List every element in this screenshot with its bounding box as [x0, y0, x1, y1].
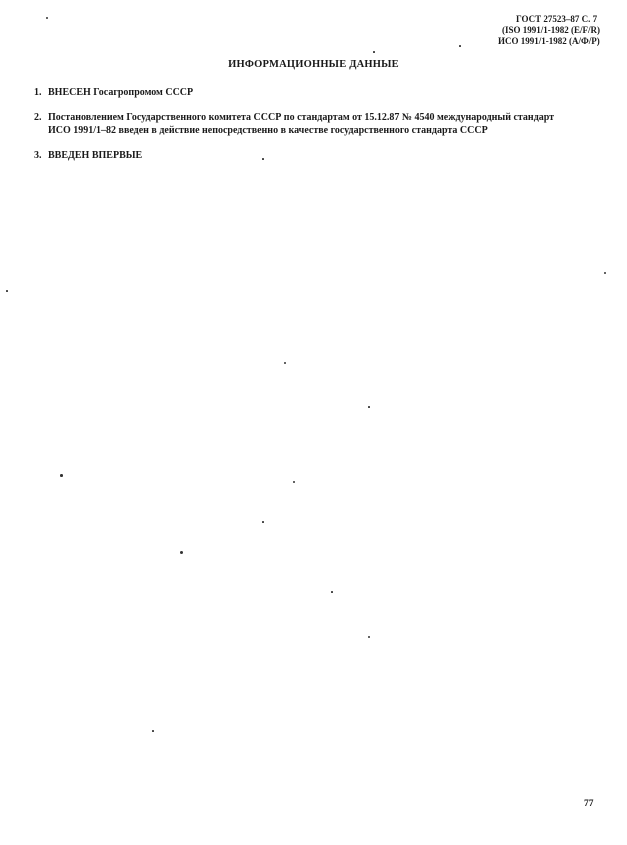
scan-speck: [373, 51, 375, 53]
iso-designation-cyrillic: ИСО 1991/1-1982 (А/Ф/Р): [498, 36, 600, 46]
scan-speck: [262, 521, 264, 523]
scan-speck: [604, 272, 606, 274]
scan-speck: [152, 730, 154, 732]
scan-speck: [284, 362, 286, 364]
item-number: 1.: [34, 87, 42, 98]
scan-speck: [262, 158, 264, 160]
scan-speck: [293, 481, 295, 483]
info-item-1: [34, 86, 604, 99]
scan-speck: [459, 45, 461, 47]
scan-speck: [46, 17, 48, 19]
page-title: ИНФОРМАЦИОННЫЕ ДАННЫЕ: [228, 59, 399, 70]
scan-speck: [180, 551, 183, 554]
scan-speck: [6, 290, 8, 292]
item-text: ВНЕСЕН Госагропромом СССР: [48, 87, 194, 98]
iso-designation-latin: (ISO 1991/1-1982 (E/F/R): [502, 25, 600, 35]
page-number: 77: [584, 799, 594, 809]
item-text: ВВЕДЕН ВПЕРВЫЕ: [48, 150, 143, 161]
info-item-2: [34, 111, 604, 137]
item-number: 2.: [34, 112, 42, 123]
info-item-3: [34, 149, 604, 162]
document-header: [498, 14, 600, 47]
scan-speck: [60, 474, 63, 477]
item-text-line-2: ИСО 1991/1–82 введен в действие непосредственно в качестве государственного стандарта СССР: [48, 125, 488, 136]
scan-speck: [331, 591, 333, 593]
item-number: 3.: [34, 150, 42, 161]
scan-speck: [368, 636, 370, 638]
item-text-line-1: Постановлением Государственного комитета СССР по стандартам от 15.12.87 № 4540 международный стандарт: [48, 112, 555, 123]
standard-designation: ГОСТ 27523–87 С. 7: [516, 14, 598, 24]
scan-speck: [368, 406, 370, 408]
